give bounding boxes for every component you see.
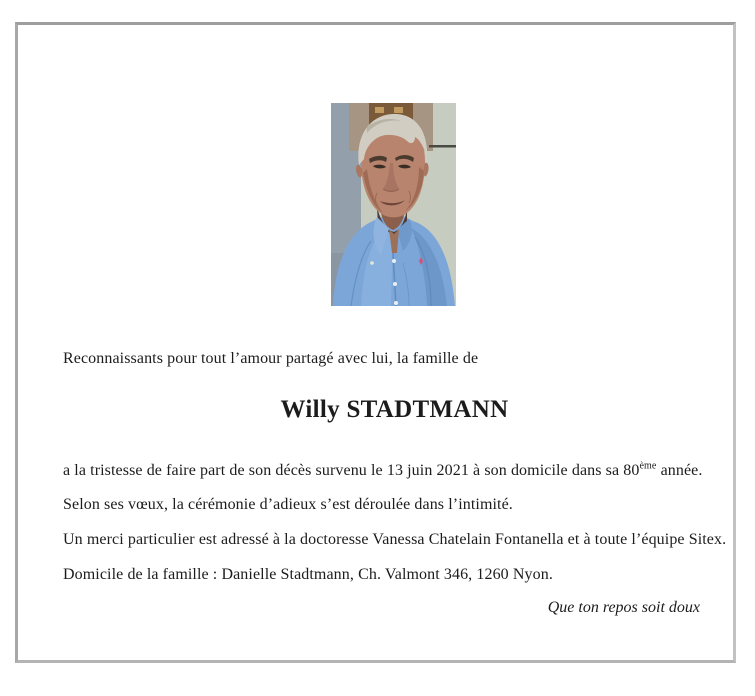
death-announcement-line	[63, 461, 702, 481]
portrait-photo-art	[331, 103, 456, 306]
notice-frame	[15, 22, 736, 663]
closing-epitaph: Que ton repos soit doux	[547, 599, 700, 616]
family-address-line: Domicile de la famille : Danielle Stadtmann, Ch. Valmont 346, 1260 Nyon.	[63, 566, 553, 583]
portrait-photo	[331, 103, 456, 306]
death-line-pre: a la tristesse de faire part de son décès survenu le 13 juin 2021 à son domicile dans sa 80	[63, 462, 640, 479]
thanks-line: Un merci particulier est adressé à la doctoresse Vanessa Chatelain Fontanella et à toute l’équipe Sitex.	[63, 531, 727, 548]
deceased-name: Willy STADTMANN	[280, 396, 509, 423]
death-line-superscript: ème	[639, 460, 657, 472]
intro-line: Reconnaissants pour tout l’amour partagé avec lui, la famille de	[63, 350, 479, 367]
death-line-post: année.	[656, 462, 703, 479]
ceremony-line: Selon ses vœux, la cérémonie d’adieux s’est déroulée dans l’intimité.	[63, 496, 513, 513]
